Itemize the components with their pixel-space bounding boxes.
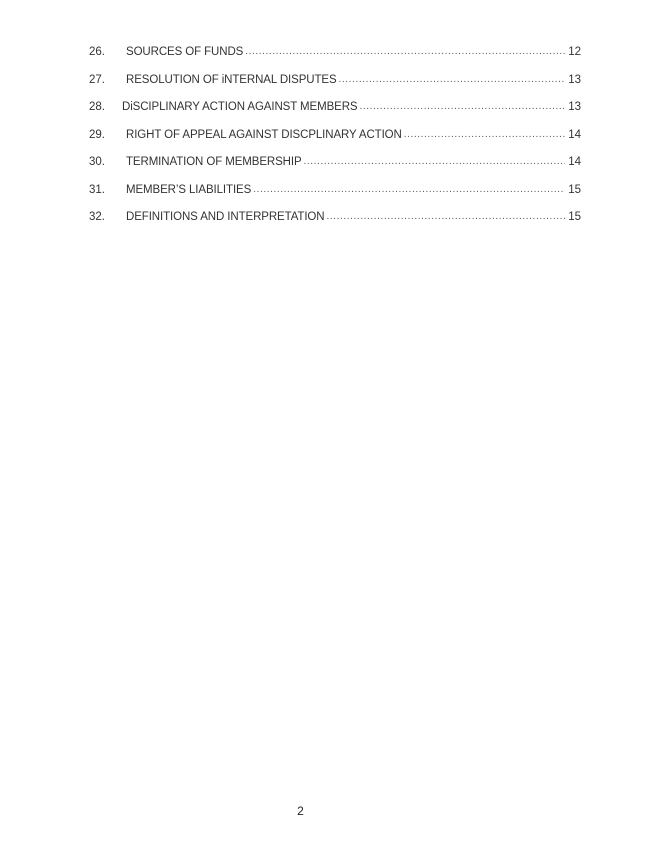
toc-entry-page: 15 — [568, 211, 581, 223]
toc-entry-number: 29. — [89, 128, 105, 141]
toc-dot-leader — [326, 211, 565, 223]
toc-dot-leader — [404, 129, 565, 141]
toc-entry[interactable] — [89, 209, 581, 237]
toc-entry-title: DEFINITIONS AND INTERPRETATION — [126, 211, 325, 223]
toc-dot-leader — [253, 184, 565, 196]
toc-entry[interactable] — [89, 99, 581, 127]
toc-entry-number: 26. — [89, 46, 105, 58]
table-of-contents — [89, 44, 581, 237]
toc-entry-number: 31. — [89, 183, 105, 196]
toc-entry-title: DiSCIPLINARY ACTION AGAINST MEMBERS — [122, 101, 358, 113]
toc-entry-page: 13 — [568, 73, 581, 86]
toc-entry-title: RESOLUTION OF iNTERNAL DISPUTES — [126, 73, 337, 86]
toc-entry-number: 27. — [89, 73, 105, 86]
toc-entry-title: TERMINATION OF MEMBERSHIP — [126, 156, 302, 168]
toc-entry-title: MEMBER’S LIABILITIES — [126, 183, 252, 196]
page-number: 2 — [297, 804, 304, 818]
toc-entry[interactable] — [89, 72, 581, 100]
toc-entry-number: 32. — [89, 211, 105, 223]
toc-entry-page: 12 — [568, 46, 581, 58]
toc-dot-leader — [360, 101, 565, 113]
toc-entry-page: 13 — [568, 101, 581, 113]
toc-dot-leader — [304, 156, 565, 168]
toc-entry[interactable] — [89, 127, 581, 155]
toc-entry[interactable] — [89, 154, 581, 182]
toc-entry-page: 15 — [568, 183, 581, 196]
toc-dot-leader — [339, 74, 565, 86]
toc-entry-number: 28. — [89, 101, 105, 113]
toc-entry-title: SOURCES OF FUNDS — [126, 46, 244, 58]
toc-entry[interactable] — [89, 44, 581, 72]
toc-entry-page: 14 — [568, 128, 581, 141]
toc-dot-leader — [245, 46, 565, 58]
toc-entry-page: 14 — [568, 156, 581, 168]
toc-entry-title: RIGHT OF APPEAL AGAINST DISCPLINARY ACTION — [126, 128, 402, 141]
toc-entry-number: 30. — [89, 156, 105, 168]
toc-entry[interactable] — [89, 182, 581, 210]
